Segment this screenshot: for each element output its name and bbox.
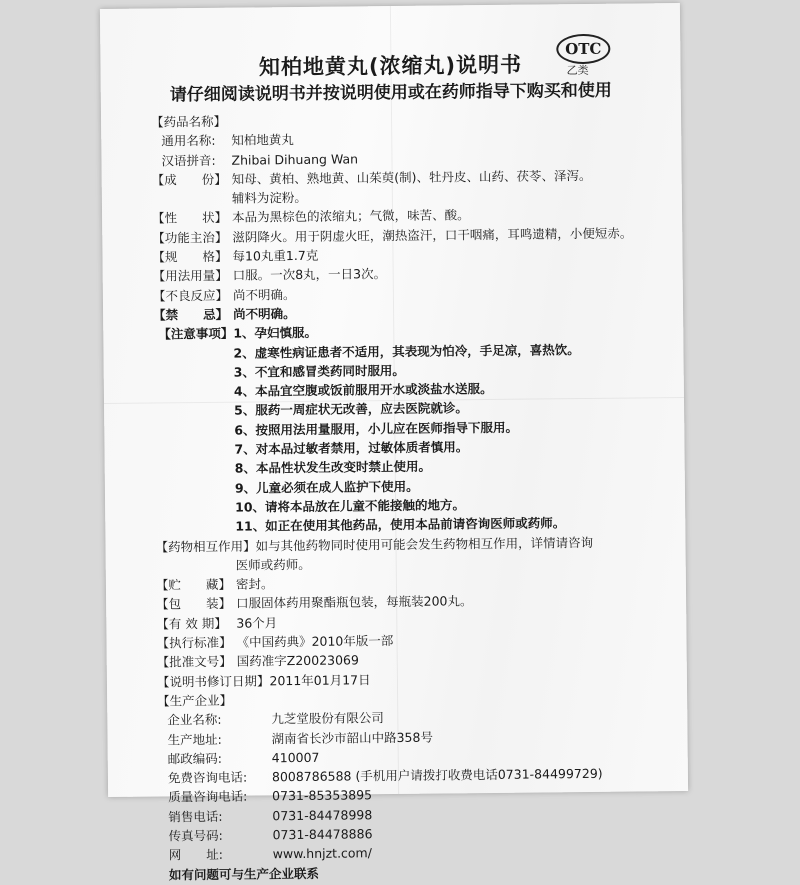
manufacturer-label: 企业名称: [167, 712, 222, 728]
section-label: 【说明书修订日期】 [156, 672, 270, 690]
section-label: 【性 状】 [152, 210, 228, 227]
section-label: 汉语拼音: [161, 152, 216, 169]
precaution-label [155, 498, 235, 518]
precaution-label [154, 382, 234, 402]
section-label: 【贮 藏】 [155, 576, 232, 593]
section-value: 本品为黑棕色的浓缩丸；气微，味苦、酸。 [232, 207, 470, 226]
manufacturer-value: 8008786588 (手机用户请拨打收费电话0731-84499729) [271, 765, 603, 785]
precaution-label [155, 459, 235, 479]
section-label: 【用法用量】 [152, 268, 228, 284]
manufacturer-value: 410007 [271, 749, 320, 766]
section-value: 国药准字Z20023069 [236, 652, 359, 669]
section-label: 【成 份】 [151, 171, 227, 188]
manufacturer-label: 网 址: [168, 847, 224, 863]
precaution-text: 4、本品宜空腹或饭前服用开水或淡盐水送服。 [233, 381, 493, 399]
section-value: 《中国药典》2010年版一部 [236, 633, 394, 650]
section-value: 辅料为淀粉。 [231, 190, 307, 206]
section-value: 密封。 [235, 576, 274, 592]
manufacturer-value: 九芝堂股份有限公司 [271, 710, 384, 727]
section-label [152, 189, 232, 209]
section-value: Zhibai Dihuang Wan [231, 150, 359, 168]
precaution-label: 【注意事项】 [158, 325, 234, 342]
instruction-leaflet [100, 3, 688, 882]
section-label: 【规 格】 [152, 248, 228, 265]
page-subtitle: 请仔细阅读说明书并按说明使用或在药师指导下购买和使用 [169, 80, 612, 106]
precaution-label [154, 420, 234, 440]
precaution-label [153, 343, 233, 363]
section-label: 【包 装】 [156, 596, 232, 612]
manufacturer-label: 传真号码: [168, 827, 223, 844]
section-label: 【禁 忌】 [153, 306, 229, 323]
precaution-label [154, 363, 234, 383]
section-label: 【不良反应】 [152, 287, 228, 304]
otc-badge: OTC [556, 34, 610, 65]
manufacturer-value: 0731-84478998 [272, 806, 373, 823]
interaction-text-cont: 医师或药师。 [235, 556, 311, 573]
otc-class: 乙类 [566, 63, 589, 78]
precaution-label [154, 401, 234, 421]
section-value: 36个月 [236, 614, 278, 631]
section-label: 通用名称: [161, 133, 216, 149]
manufacturer-value: 0731-85353895 [272, 787, 373, 804]
precaution-label [155, 517, 235, 537]
precaution-text: 7、对本品过敏者禁用，过敏体质者慎用。 [234, 439, 469, 457]
footer-note: 如有问题可与生产企业联系 [168, 865, 320, 882]
section-value: 口服固体药用聚酯瓶包装，每瓶装200丸。 [236, 593, 473, 612]
interaction-label: 【药物相互作用】 [155, 537, 256, 555]
manufacturer-label: 生产地址: [167, 731, 222, 747]
precaution-text: 10、请将本品放在儿童不能接触的地方。 [235, 497, 466, 515]
manufacturer-label: 邮政编码: [167, 750, 223, 767]
section-label: 【生产企业】 [157, 692, 233, 709]
section-value: 口服。一次8丸，一日3次。 [232, 266, 387, 284]
section-label: 【有 效 期】 [156, 615, 227, 632]
precaution-label [154, 440, 234, 460]
manufacturer-value: 湖南省长沙市韶山中路358号 [271, 729, 433, 746]
section-value: 知柏地黄丸 [231, 132, 294, 148]
section-value: 尚不明确。 [232, 286, 296, 303]
manufacturer-label: 销售电话: [168, 808, 223, 825]
page-title: 知柏地黄丸(浓缩丸)说明书 [258, 52, 523, 80]
precaution-text: 3、不宜和感冒类药同时服用。 [233, 362, 405, 380]
section-value: 滋阴降火。用于阴虚火旺，潮热盗汗，口干咽痛，耳鸣遗精，小便短赤。 [232, 225, 633, 245]
section-value: 知母、黄柏、熟地黄、山茱萸(制)、牡丹皮、山药、茯苓、泽泻。 [231, 167, 592, 187]
leaflet-body [151, 107, 669, 884]
section-value: 每10丸重1.7克 [232, 247, 319, 264]
manufacturer-label: 质量咨询电话: [168, 788, 248, 805]
interaction-section [155, 532, 665, 576]
section-label: 【药品名称】 [150, 113, 227, 130]
precaution-text: 1、孕妇慎服。 [233, 325, 318, 341]
interaction-text: 如与其他药物同时使用可能会发生药物相互作用，详情请咨询 [255, 534, 594, 553]
section-label: 【批准文号】 [156, 654, 232, 670]
precaution-text: 2、虚寒性病证患者不适用，其表现为怕冷，手足凉，喜热饮。 [233, 341, 580, 361]
precaution-text: 6、按照用法用量服用，小儿应在医师指导下服用。 [234, 419, 519, 438]
section-value: 尚不明确。 [233, 305, 296, 322]
manufacturer-label: 免费咨询电话: [167, 769, 248, 786]
precaution-label [155, 478, 235, 498]
precaution-text: 5、服药一周症状无改善，应去医院就诊。 [234, 400, 468, 419]
section-value: 2011年01月17日 [269, 671, 371, 688]
manufacturer-value: 0731-84478886 [272, 826, 373, 843]
precaution-text: 9、儿童必须在成人监护下使用。 [234, 478, 419, 496]
precaution-text: 8、本品性状发生改变时禁止使用。 [234, 458, 431, 477]
manufacturer-value: www.hnjzt.com/ [272, 845, 372, 862]
precaution-text: 11、如正在使用其他药品，使用本品前请咨询医师或药师。 [235, 515, 566, 534]
section-label: 【执行标准】 [156, 634, 232, 651]
section-label: 【功能主治】 [152, 229, 228, 246]
